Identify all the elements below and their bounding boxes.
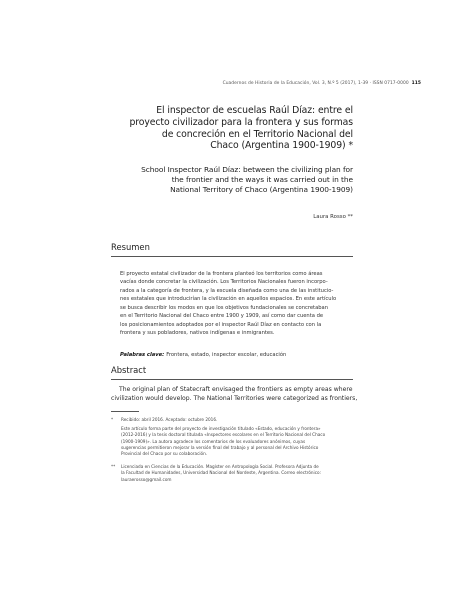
footnote-rule <box>111 411 139 412</box>
abstract-rule <box>111 379 353 380</box>
running-head <box>223 81 421 86</box>
abstract-heading: Abstract <box>111 365 147 375</box>
resumen-line: nes estatales que introducirían la civilización en aquellos espacios. En este artículo <box>120 296 337 303</box>
resumen-line: los posicionamientos adoptados por el inspector Raúl Díaz en contacto con la <box>120 321 322 328</box>
footnote-line: Licenciada en Ciencias de la Educación. Magíster en Antropología Social. Profesora Adjunta de <box>121 464 319 470</box>
author-name: Laura Rosso ** <box>313 214 353 220</box>
article-title-english <box>93 165 353 196</box>
running-head-text: Cuadernos de Historia de la Educación, Vol. 3, N.º 5 (2017), 1-39 · ISSN 0717-0000 <box>222 81 409 86</box>
keywords-text: Frontera, estado, inspector escolar, educación <box>166 352 287 358</box>
keywords-label: Palabras clave: <box>120 352 165 358</box>
footnote-line: lauraerosso@gmail.com <box>121 476 172 482</box>
resumen-line: frontera y sus pobladores, nativos indígenas e inmigrantes. <box>120 330 275 337</box>
resumen-rule <box>111 256 353 257</box>
footnote-2 <box>111 464 354 483</box>
footnote-line: (1900-1909)». La autora agradece los comentarios de los evaluadores anónimos, cuyas <box>121 438 306 444</box>
abstract-body <box>111 385 358 403</box>
resumen-body <box>120 270 354 338</box>
resumen-line: vacías donde concretar la civilización. Los Territorios Nacionales fueron incorpo- <box>120 279 328 286</box>
resumen-line: rados a la categoría de frontera, y la escuela diseñada como una de las institucio- <box>120 287 334 294</box>
title-es-line: de concreción en el Territorio Nacional del <box>161 128 353 140</box>
title-en-line: School Inspector Raúl Díaz: between the civilizing plan for <box>141 165 353 174</box>
keywords <box>120 352 286 358</box>
title-es-line: proyecto civilizador para la frontera y sus formas <box>129 116 353 128</box>
footnote-mark: ** <box>111 464 116 470</box>
footnote-line: Este artículo forma parte del proyecto de investigación titulado «Estado, educación y frontera» <box>121 426 321 432</box>
article-title-spanish <box>93 105 353 152</box>
footnote-mark: * <box>111 417 114 422</box>
title-en-line: National Territory of Chaco (Argentina 1900-1909) <box>170 185 353 195</box>
footnote-line: Recibido: abril 2016. Aceptado: octubre 2016. <box>121 417 218 422</box>
resumen-line: se busca describir los modos en que los objetivos fundacionales se concretaban <box>120 304 329 311</box>
footnote-line: la Facultad de Humanidades, Universidad Nacional del Nordeste, Argentina. Correo electrónico: <box>121 470 321 476</box>
title-es-line: El inspector de escuelas Raúl Díaz: entre el <box>156 105 353 116</box>
footnotes <box>111 417 354 487</box>
page-number: 115 <box>411 81 421 86</box>
title-en-line: the frontier and the ways it was carried out in the <box>171 175 353 185</box>
footnote-1 <box>111 417 354 457</box>
footnote-line: sugerencias permitieron mejorar la versión final del trabajo y al personal del Archivo Histórico <box>121 444 319 450</box>
abstract-line: civilization would develop. The National Territories were categorized as frontiers, <box>111 395 358 402</box>
resumen-heading: Resumen <box>111 242 150 252</box>
abstract-line: The original plan of Statecraft envisaged the frontiers as empty areas where <box>119 386 353 393</box>
resumen-line: en el Territorio Nacional del Chaco entre 1900 y 1909, así como dar cuenta de <box>120 313 324 320</box>
title-es-line: Chaco (Argentina 1900-1909) * <box>210 140 353 152</box>
resumen-line: El proyecto estatal civilizador de la frontera planteó los territorios como áreas <box>120 271 323 277</box>
footnote-line: Provincial del Chaco por su colaboración. <box>121 451 208 457</box>
footnote-line: (2012-2016) y la tesis doctoral titulada «Inspectores escolares en el Territorio Nacional del Chaco <box>121 432 326 438</box>
